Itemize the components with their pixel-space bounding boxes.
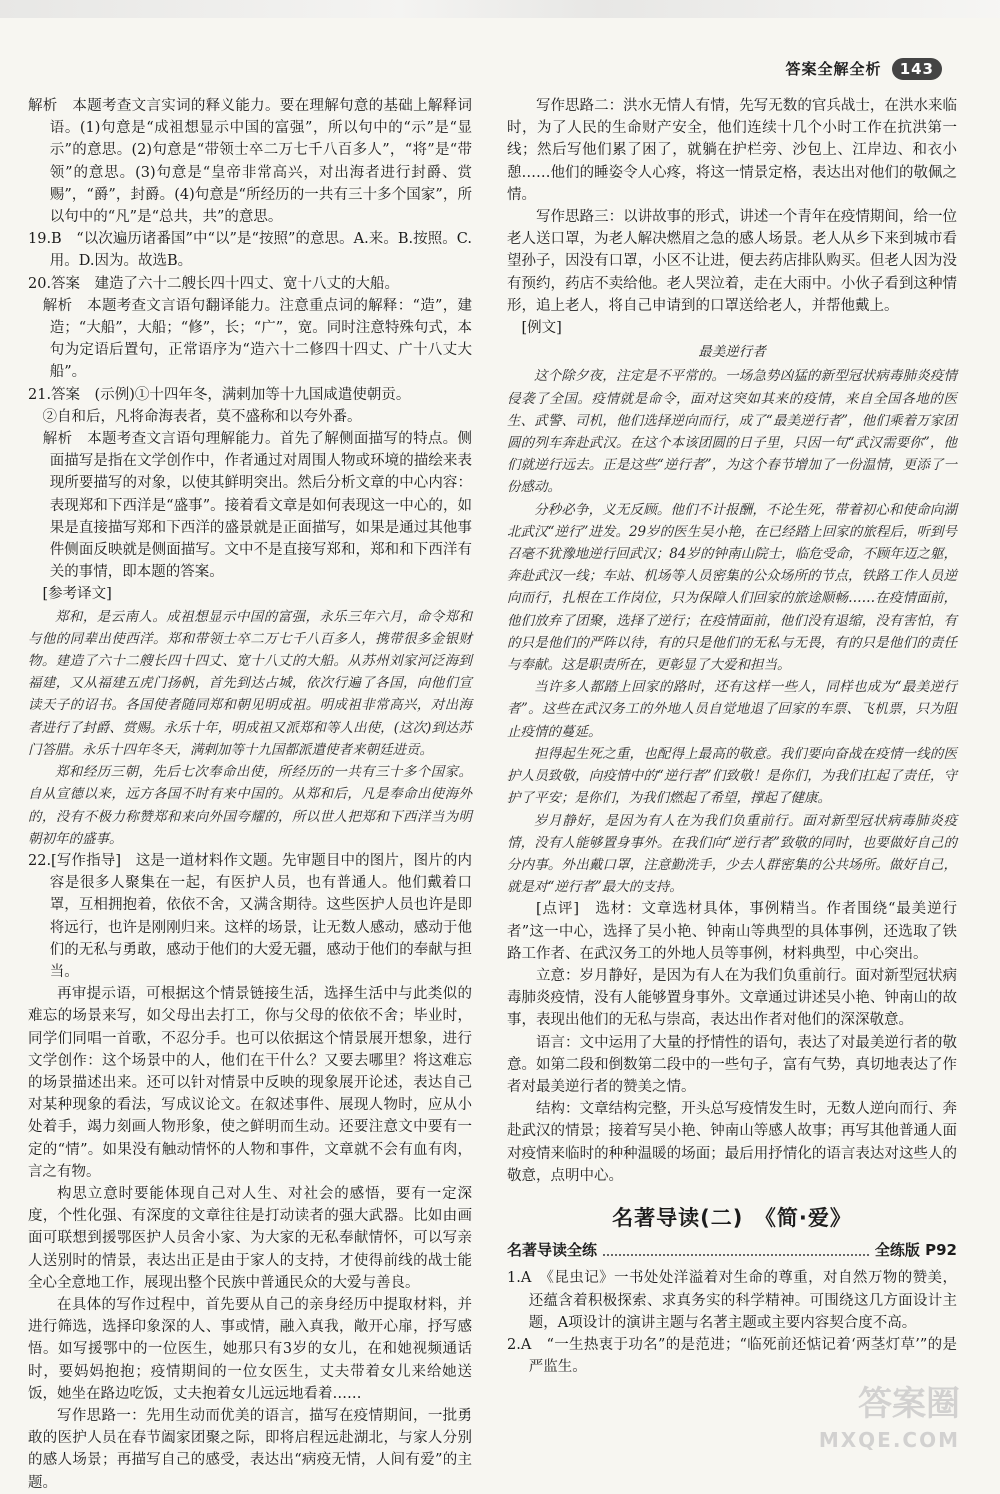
- section-bar: [507, 1239, 957, 1261]
- paragraph: 写作思路三：以讲故事的形式，讲述一个青年在疫情期间，给一位老人送口罩，为老人解决燃眉之急的感人场景。老人从乡下来到城市看望孙子，因没有口罩，小区不让进，便去药店排队购买。但老人因为没有预约，药店不卖给他。老人哭泣着，走在大雨中。小伙子看到这种情形，追上老人，将自己申请到的口罩送给老人，并帮他戴上。: [507, 209, 957, 314]
- dotted-leader: [603, 1244, 869, 1256]
- watermark-line1: 答案圈: [858, 1384, 960, 1424]
- page-number: 143: [892, 58, 942, 80]
- paragraph: 岁月静好，是因为有人在为我们负重前行。面对新型冠状病毒肺炎疫情，没有人能够置身事外。在我们向“逆行者”致敬的同时，也要做好自己的分内事。外出戴口罩，注意勤洗手，少去人群密集的公共场所。做好自己，就是对“逆行者”最大的支持。: [507, 812, 957, 896]
- section-items: [507, 1267, 957, 1378]
- paragraph: 写作思路一：先用生动而优美的语言，描写在疫情期间，一批勇敢的医护人员在春节阖家团聚之际，即将启程远赴湖北，与家人分别的感人场景；再描写自己的感受，表达出“病疫无情，人间有爱”的主题。: [28, 1407, 472, 1491]
- paragraph: 解析 本题考查文言语句翻译能力。注意重点词的解释：“造”，建造；“大船”，大船；“修”，长；“广”，宽。同时注意特殊句式，本句为定语后置句，正常语序为“造六十二修四十四丈、广十八丈大船”。: [28, 297, 472, 381]
- paragraph: 担得起生死之重，也配得上最高的敬意。我们要向奋战在疫情一线的医护人员致敬，向疫情中的“逆行者”们致敬！是你们，为我们扛起了责任，守护了平安；是你们，为我们燃起了希望，撑起了健康。: [507, 745, 957, 807]
- paragraph: 解析 本题考查文言语句理解能力。首先了解侧面描写的特点。侧面描写是指在文学创作中，作者通过对周围人物或环境的描绘来表现所要描写的对象，以使其鲜明突出。然后分析文章的中心内容：表现郑和下西洋是“盛事”。接着看文章是如何表现这一中心的，如果是直接描写郑和下西洋的盛景就是正面描写，如果是通过其他事件侧面反映就是侧面描写。文中不是直接写郑和，郑和和下西洋有关的事情，即本题的答案。: [28, 431, 472, 581]
- paragraph: 立意：岁月静好，是因为有人在为我们负重前行。面对新型冠状病毒肺炎疫情，没有人能够置身事外。文章通过讲述吴小艳、钟南山的故事，表现出他们的无私与崇高，表达出作者对他们的深深敬意。: [507, 967, 957, 1029]
- essay-title: 最美逆行者: [698, 344, 766, 361]
- paragraph: 解析 本题考查文言实词的释义能力。要在理解句意的基础上解释词语。(1)句意是“成祖想显示中国的富强”，所以句中的“示”是“显示”的意思。(2)句意是“带领士卒二万七千八百多人”，“将”是“带领”的意思。(3)句意是“皇帝非常高兴，对出海者进行封爵、赏赐”，“爵”，封爵。(4)句意是“所经历的一共有三十多个国家”，所以句中的“凡”是“总共，共”的意思。: [28, 98, 472, 226]
- watermark-logo: [819, 1386, 960, 1458]
- paragraph: [例文]: [507, 320, 562, 337]
- left-column: [28, 95, 472, 1494]
- page-header: [785, 58, 942, 80]
- paragraph: [参考译文]: [28, 586, 112, 603]
- paragraph: 这个除夕夜，注定是不平常的。一场急势凶猛的新型冠状病毒肺炎疫情侵袭了全国。疫情就是命令，面对这突如其来的疫情，来自全国各地的医生、武警、司机，他们选择逆向而行，成了“最美逆行者”，他们乘着万家团圆的列车奔赴武汉。在这个本该团圆的日子里，只因一句“武汉需要你”，他们就逆行远去。正是这些“逆行者”，为这个春节增加了一份温情，更添了一份感动。: [507, 368, 957, 496]
- section-bar-left: 名著导读全练: [507, 1241, 598, 1260]
- answer-item: 2.A “一生热衷于功名”的是范进；“临死前还惦记着‘两茎灯草’”的是严监生。: [507, 1336, 957, 1376]
- paragraph: 19.B “以次遍历诸番国”中“以”是“按照”的意思。A.来。B.按照。C.用。D.因为。故选B。: [28, 231, 472, 270]
- paragraph: 郑和经历三朝，先后七次奉命出使，所经历的一共有三十多个国家。自从宣德以来，远方各国不时有来中国的。从郑和后，凡是奉命出使海外的，没有不极力称赞郑和来向外国夸耀的，所以世人把郑和下西洋当为明朝初年的盛事。: [28, 764, 472, 847]
- scan-top-noise: [0, 0, 1000, 18]
- right-column-body: [507, 95, 957, 1187]
- right-column: [507, 95, 957, 1378]
- paragraph: 在具体的写作过程中，首先要从自己的亲身经历中提取材料，并进行筛选，选择印象深的人、事或情，融入真我，敞开心扉，抒写感悟。如写援鄂中的一位医生，她那只有3岁的女儿，在和她视频通话时，要妈妈抱抱；疫情期间的一位女医生，丈夫带着女儿来给她送饭，她坐在路边吃饭，丈夫抱着女儿远远地看着……: [28, 1296, 472, 1402]
- header-title: 答案全解全析: [785, 60, 882, 78]
- paragraph: 语言：文中运用了大量的抒情性的语句，表达了对最美逆行者的敬意。如第二段和倒数第二段中的一些句子，富有气势，真切地表达了作者对最美逆行者的赞美之情。: [507, 1034, 957, 1095]
- paragraph: 再审提示语，可根据这个情景链接生活，选择生活中与此类似的难忘的场景来写，如父母出去打工，你与父母的依依不舍；毕业时，同学们同唱一首歌，不忍分手。也可以依据这个情景展开想象，进行文学创作：这个场景中的人，他们在干什么？又要去哪里？将这难忘的场景描述出来。还可以针对情景中反映的现象展开论述，表达自己对某种现象的看法，写成议论文。在叙述事件、展现人物时，应从小处着手，竭力刻画人物形象，使之鲜明而生动。还要注意文中要有一定的“情”。如果没有触动情怀的人物和事件，文章就不会有血有肉，言之有物。: [28, 986, 472, 1180]
- paragraph: 20.答案 建造了六十二艘长四十四丈、宽十八丈的大船。: [28, 275, 400, 292]
- paragraph: 写作思路二：洪水无情人有情，先写无数的官兵战士，在洪水来临时，为了人民的生命财产安全，他们连续十几个小时工作在抗洪第一线；然后写他们累了困了，就躺在护栏旁、沙包上、江岸边、和衣小憩……他们的睡姿令人心疼，将这一情景定格，表达出对他们的敬佩之情。: [507, 98, 957, 203]
- paragraph: 结构：文章结构完整，开头总写疫情发生时，无数人逆向而行、奔赴武汉的情景；接着写吴小艳、钟南山等感人故事；再写其他普通人面对疫情来临时的种种温暖的场面；最后用抒情化的语言表达对这些人的敬意，点明中心。: [507, 1101, 957, 1184]
- paragraph: 21.答案 (示例)①十四年冬，满剌加等十九国咸遣使朝贡。: [28, 386, 411, 403]
- section-title: 名著导读(二) 《简·爱》: [612, 1205, 852, 1230]
- answer-item: 1.A 《昆虫记》一书处处洋溢着对生命的尊重，对自然万物的赞美，还蕴含着积极探索、求真务实的科学精神。可围绕这几方面设计主题，A项设计的演讲主题与名著主题或主要内容契合度不高。: [507, 1270, 957, 1331]
- paragraph: 构思立意时要能体现自己对人生、对社会的感悟，要有一定深度，个性化强、有深度的文章往往是打动读者的强大武器。比如由画面可联想到援鄂医护人员舍小家、为大家的无私奉献情怀，可以写亲人送别时的情景，表达出正是由于家人的支持，才使得前线的战士能全心全意地工作，展现出整个民族中普通民众的大爱与善良。: [28, 1185, 472, 1291]
- paragraph: 郑和，是云南人。成祖想显示中国的富强，永乐三年六月，命令郑和与他的同辈出使西洋。郑和带领士卒二万七千八百多人，携带很多金银财物。建造了六十二艘长四十四丈、宽十八丈的大船。从苏州刘家河泛海到福建，又从福建五虎门扬帆，首先到达占城，依次行遍了各国，向他们宣读天子的诏书。各国使者随同郑和朝见明成祖。明成祖非常高兴，对出海者进行了封爵、赏赐。永乐十年，明成祖又派郑和等人出使，(这次)到达苏门答腊。永乐十四年冬天，满剌加等十九国都派遣使者来朝廷进贡。: [28, 608, 472, 758]
- watermark-line2: MXQE.COM: [818, 1428, 960, 1452]
- paragraph: [点评] 选材：文章选材具体，事例精当。作者围绕“最美逆行者”这一中心，选择了吴小艳、钟南山等典型的具体事例，还选取了铁路工作者、在武汉务工的外地人员等事例，材料典型，中心突出。: [507, 901, 957, 962]
- paragraph: 分秒必争，义无反顾。他们不计报酬，不论生死，带着初心和使命向湖北武汉“逆行”进发。29岁的医生吴小艳，在已经踏上回家的旅程后，听到号召毫不犹豫地逆行回武汉；84岁的钟南山院士，临危受命，不顾年迈之躯，奔赴武汉一线；车站、机场等人员密集的公众场所的节点，铁路工作人员逆向而行，扎根在工作岗位，只为保障人们回家的旅途顺畅……在疫情面前，他们放弃了团聚，选择了逆行；在疫情面前，他们没有退缩，没有害怕，有的只是他们的严阵以待，有的只是他们的无私与无畏，有的只是他们的责任与奉献。这是职责所在，更彰显了大爱和担当。: [507, 501, 957, 674]
- section-bar-right: 全练版 P92: [874, 1241, 957, 1260]
- paragraph: ②自和后，凡将命海表者，莫不盛称和以夸外番。: [28, 408, 362, 425]
- paragraph: 当许多人都踏上回家的路时，还有这样一些人，同样也成为“最美逆行者”。这些在武汉务工的外地人员自觉地退了回家的车票、飞机票，只为阻止疫情的蔓延。: [507, 679, 957, 740]
- paragraph: 22.[写作指导] 这是一道材料作文题。先审题目中的图片，图片的内容是很多人聚集在一起，有医护人员，也有普通人。他们戴着口罩，互相拥抱着，依依不舍，又满含期待。这些医护人员也许是即将远行，也许是刚刚归来。这样的场景，让无数人感动，感动于他们的无私与勇敢，感动于他们的大爱无疆，感动于他们的奉献与担当。: [28, 852, 472, 980]
